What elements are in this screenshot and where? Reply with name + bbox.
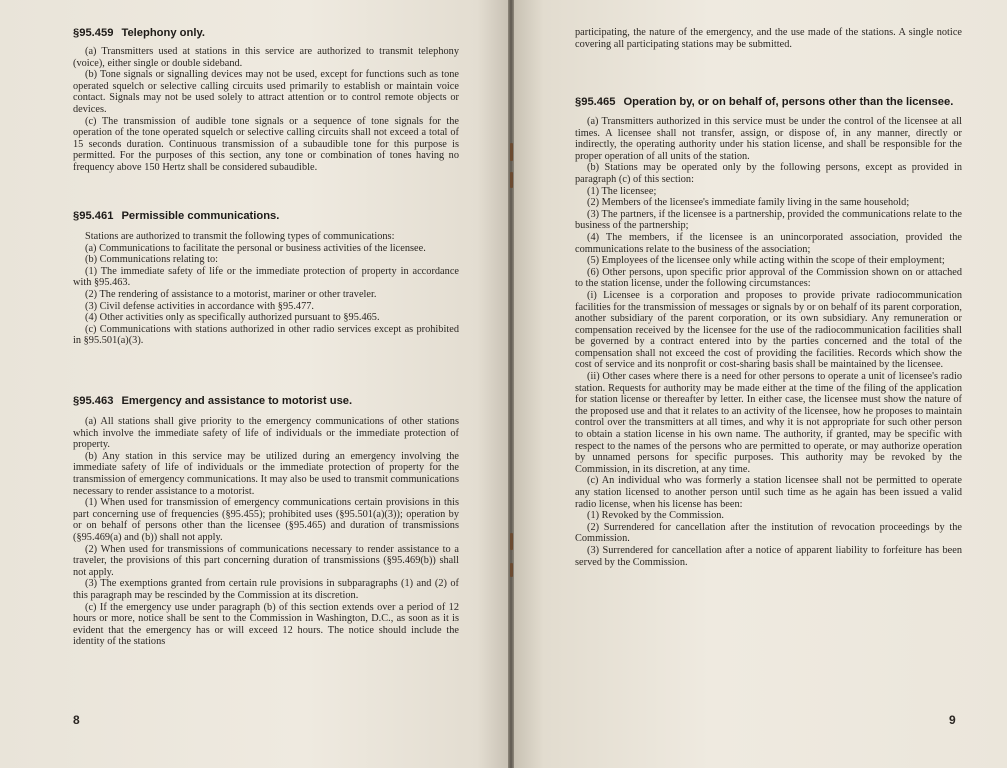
paragraph: (3) The partners, if the licensee is a partnership, provided the communications relate to the business of the partnership; (575, 208, 962, 232)
page-number: 8 (73, 713, 80, 727)
continuation-text: participating, the nature of the emergency, and the use made of the stations. A single notice covering all participating stations may be submitted. (575, 27, 962, 50)
paragraph: (a) Transmitters authorized in this service must be under the control of the licensee at all times. A licensee shall not transfer, assign, or dispose of, in any manner, directly or indirectly, the operating authority under his station license, and shall be responsible for the proper operation of all units of the station. (575, 116, 962, 162)
paragraph: (a) All stations shall give priority to the emergency communications of other stations which involve the immediate safety of life of individuals or the immediate protection of property. (73, 416, 459, 451)
paragraph: (b) Tone signals or signalling devices may not be used, except for functions such as tone operated squelch or selective calling circuits used primarily to establish or maintain voice contact. Signals may not be used solely to attract attention or to control remote objects or devices. (73, 69, 459, 115)
section-number: §95.459 (73, 27, 114, 39)
paragraph: (3) Surrendered for cancellation after a notice of apparent liability to forfeiture has been served by the Commission. (575, 544, 962, 568)
section-95-465 (575, 96, 962, 568)
section-95-461 (73, 210, 459, 347)
paragraph: (4) The members, if the licensee is an unincorporated association, provided the communications relate to the business of the association; (575, 231, 962, 255)
paragraph: (c) Communications with stations authorized in other radio services except as prohibited in §95.501(a)(3). (73, 323, 459, 347)
section-heading (73, 210, 459, 223)
paragraph: (5) Employees of the licensee only while acting within the scope of their employment; (587, 255, 945, 267)
paragraph: (2) When used for transmissions of communications necessary to render assistance to a traveler, the provisions of this part concerning duration of transmissions (§95.469(b)) shall not apply. (73, 543, 459, 578)
staple (510, 143, 513, 161)
section-heading (575, 96, 962, 109)
paragraph: Stations are authorized to transmit the following types of communications: (85, 231, 395, 242)
staple (510, 533, 513, 550)
paragraph: (2) Surrendered for cancellation after the institution of revocation proceedings by the Commission. (575, 521, 962, 545)
section-number: §95.465 (575, 96, 616, 108)
paragraph: (a) Communications to facilitate the personal or business activities of the licensee. (85, 242, 426, 254)
paragraph: (2) The rendering of assistance to a motorist, mariner or other traveler. (85, 288, 377, 300)
section-title: Telephony only. (121, 27, 205, 39)
page-number: 9 (949, 713, 956, 727)
paragraph: (b) Any station in this service may be utilized during an emergency involving the immediate safety of life of individuals or the immediate protection of property for the transmission of emergency communications. It may also be used to transmit communications necessary to render assistance to a motorist. (73, 450, 459, 497)
paragraph: (ii) Other cases where there is a need for other persons to operate a unit of licensee's radio station. Requests for authority may be made either at the time of the filing of the application for station license or thereafter by letter. In either case, the licensee must show the nature of the proposed use and that it relates to an activity of the licensee, how he proposes to maintain control over the transmitters at all times, and why it is not appropriate for such other person to obtain a station license in his own name. The authority, if granted, may be specific with respect to the names of the persons who are permitted to operate, or may authorize operation by unnamed persons for specific purposes. This authority may be revoked by the Commission, in its discretion, at any time. (575, 371, 962, 475)
paragraph: (i) Licensee is a corporation and proposes to provide private radiocommunication facilities for the transmission of messages or signals by or on behalf of its parent corporation, another subsidiary of the parent corporation, or its own subsidiary. Any remuneration or compensation received by the licensee for the use of the radiocommunication facilities shall be governed by a contract entered into by the parties concerned and the total of the compensation shall not exceed the cost of providing the facilities. Records which show the cost of service and its nonprofit or cost-sharing basis shall be maintained by the licensee. (575, 289, 962, 371)
section-title: Permissible communications. (121, 210, 280, 222)
section-heading (73, 395, 459, 408)
paragraph: (c) If the emergency use under paragraph (b) of this section extends over a period of 12 hours or more, notice shall be sent to the Commission in Washington, D.C., as soon as it is evident that the emergency has or will exceed 12 hours. The notice should include the identity of the stations (73, 601, 459, 648)
paragraph: (1) When used for transmission of emergency communications certain provisions in this part concerning use of frequencies (§95.455); prohibited uses (§95.501(a)(3)); operation by or on behalf of persons other than the licensee (§95.465) and duration of transmissions (§95.469(a) and (b)) shall not apply. (73, 497, 459, 543)
paragraph: (1) Revoked by the Commission. (587, 510, 725, 522)
paragraph: (3) Civil defense activities in accordance with §95.477. (85, 300, 315, 312)
paragraph: (c) The transmission of audible tone signals or a sequence of tone signals for the operation of the tone operated squelch or selective calling circuits shall not exceed a total of 15 seconds duration. Continuous transmission of a subaudible tone for this purpose is permitted. For the purposes of this section, any tone or combination of tones having no frequency above 150 Hertz shall be considered subaudible. (73, 115, 459, 173)
section-number: §95.461 (73, 210, 114, 222)
paragraph: (a) Transmitters used at stations in this service are authorized to transmit telephony (voice), either single or double sideband. (73, 46, 459, 69)
paragraph: (1) The immediate safety of life or the immediate protection of property in accordance with §95.463. (73, 265, 459, 289)
staple (510, 563, 513, 577)
paragraph: (3) The exemptions granted from certain rule provisions in subparagraphs (1) and (2) of this paragraph may be rescinded by the Commission at its discretion. (73, 578, 459, 601)
section-heading (73, 27, 459, 40)
section-95-463 (73, 395, 459, 648)
paragraph: (6) Other persons, upon specific prior approval of the Commission shown on or attached to the station license, under the following circumstances: (575, 266, 962, 290)
section-title: Operation by, or on behalf of, persons other than the licensee. (623, 96, 954, 108)
paragraph: (1) The licensee; (587, 185, 657, 197)
paragraph: (4) Other activities only as specifically authorized pursuant to §95.465. (85, 312, 380, 324)
paragraph: (c) An individual who was formerly a station licensee shall not be permitted to operate any station licensed to another person until such time as he again has been issued a valid radio license, when his license has been: (575, 475, 962, 510)
paragraph: (2) Members of the licensee's immediate family living in the same household; (587, 197, 910, 209)
paragraph: (b) Communications relating to: (85, 254, 219, 266)
staple (510, 172, 513, 188)
section-95-459 (73, 27, 459, 174)
section-number: §95.463 (73, 395, 114, 407)
right-page (514, 0, 1007, 768)
paragraph: (b) Stations may be operated only by the following persons, except as provided in paragraph (c) of this section: (575, 162, 962, 185)
section-title: Emergency and assistance to motorist use. (121, 395, 353, 407)
